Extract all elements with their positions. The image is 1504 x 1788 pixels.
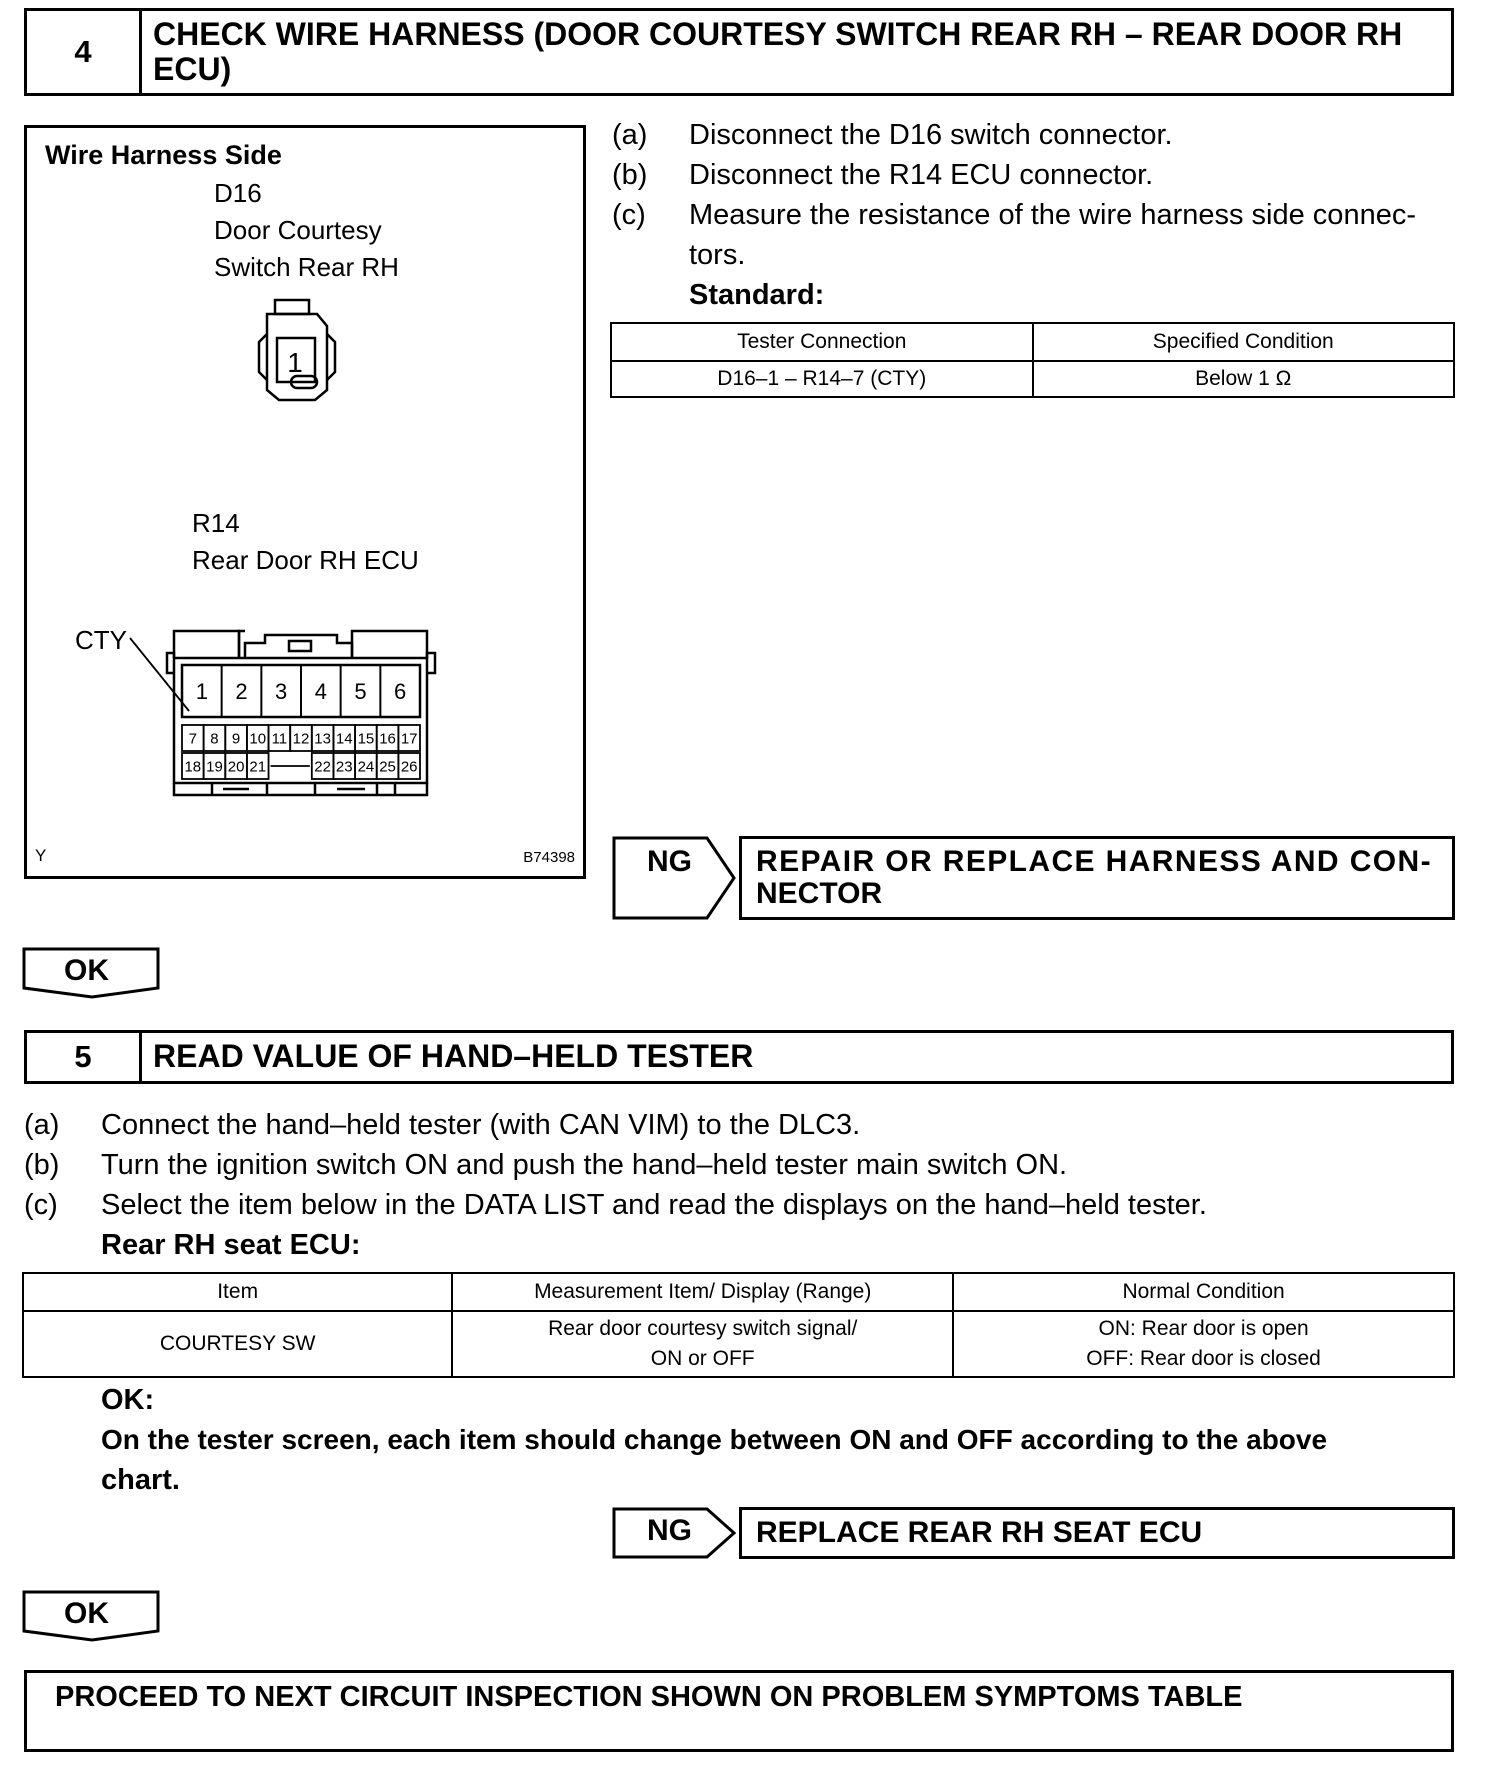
ng-result-1-line-2: NECTOR <box>756 877 883 910</box>
step-4-text-b: Disconnect the R14 ECU connector. <box>689 159 1154 191</box>
cty-label: CTY <box>75 625 127 655</box>
r14-pin-1: 1 <box>195 678 208 704</box>
d16-name-line-2: Switch Rear RH <box>214 252 399 282</box>
r14-pin-13: 13 <box>314 730 331 748</box>
step-5-data-table <box>22 1272 1455 1378</box>
table-cell: D16–1 – R14–7 (CTY) <box>611 361 1033 397</box>
r14-pin-20: 20 <box>227 758 245 776</box>
r14-name: Rear Door RH ECU <box>192 545 419 575</box>
measure-line-2: ON or OFF <box>650 1347 755 1370</box>
r14-pin-18: 18 <box>184 758 202 776</box>
step-5-ok-text-1: On the tester screen, each item should change between ON and OFF according to the above <box>101 1424 1328 1455</box>
normal-line-1: ON: Rear door is open <box>1098 1317 1309 1340</box>
r14-pin-26: 26 <box>400 758 418 776</box>
r14-pin-10: 10 <box>249 730 267 748</box>
step-4-number: 4 <box>27 11 142 93</box>
r14-pin-19: 19 <box>206 758 223 776</box>
ok-label-2: OK <box>64 1597 109 1630</box>
r14-pin-14: 14 <box>335 730 353 748</box>
step-4-text-a: Disconnect the D16 switch connector. <box>689 119 1173 151</box>
table-header: Normal Condition <box>953 1273 1454 1311</box>
table-cell: Below 1 Ω <box>1033 361 1455 397</box>
r14-connector-drawing <box>27 583 447 833</box>
step-5-title: READ VALUE OF HAND–HELD TESTER <box>153 1038 754 1074</box>
d16-pin-1: 1 <box>287 347 303 378</box>
step-5-subheading: Rear RH seat ECU: <box>101 1229 361 1261</box>
d16-name-line-1: Door Courtesy <box>214 215 382 245</box>
table-header: Tester Connection <box>611 323 1033 361</box>
ng-label-1: NG <box>647 845 692 878</box>
diagram-heading: Wire Harness Side <box>45 140 282 170</box>
step-4-text-c: Measure the resistance of the wire harness side connec- <box>689 199 1416 231</box>
ng-result-1 <box>739 836 1455 920</box>
r14-pin-23: 23 <box>335 758 353 776</box>
step-5-text-b: Turn the ignition switch ON and push the hand–held tester main switch ON. <box>101 1149 1068 1181</box>
step-5-marker-a: (a) <box>24 1109 60 1141</box>
measure-line-1: Rear door courtesy switch signal/ <box>548 1317 858 1340</box>
figure-id: B74398 <box>523 849 575 866</box>
final-instruction-text: PROCEED TO NEXT CIRCUIT INSPECTION SHOWN ON PROBLEM SYMPTOMS TABLE <box>55 1681 1243 1713</box>
ng-label-2: NG <box>647 1514 692 1547</box>
r14-pin-5: 5 <box>354 678 367 704</box>
table-header: Specified Condition <box>1033 323 1455 361</box>
wire-harness-diagram <box>24 125 586 879</box>
r14-pin-4: 4 <box>314 678 327 704</box>
step-4-title: CHECK WIRE HARNESS (DOOR COURTESY SWITCH REAR RH – REAR DOOR RH ECU) <box>153 16 1403 87</box>
r14-code: R14 <box>192 508 240 538</box>
step-5-number: 5 <box>27 1033 142 1081</box>
r14-pin-24: 24 <box>357 758 375 776</box>
r14-pin-12: 12 <box>292 730 310 748</box>
step-4-marker-c: (c) <box>612 199 646 231</box>
step-4-instruction-a <box>612 118 1173 152</box>
step-5-instruction-c <box>24 1188 1207 1222</box>
step-4-instruction-c <box>612 198 1416 232</box>
step-4-header <box>24 8 1454 96</box>
final-instruction-box <box>24 1670 1454 1752</box>
step-5-instruction-b <box>24 1148 1068 1182</box>
r14-pin-8: 8 <box>210 730 219 748</box>
step-5-marker-b: (b) <box>24 1149 60 1181</box>
ok-label-1: OK <box>64 954 109 987</box>
r14-pin-15: 15 <box>357 730 375 748</box>
step-4-marker-b: (b) <box>612 159 648 191</box>
step-4-standard-label: Standard: <box>689 279 825 311</box>
step-5-instruction-a <box>24 1108 861 1142</box>
r14-pin-25: 25 <box>379 758 396 776</box>
r14-pin-22: 22 <box>314 758 331 776</box>
step-4-instruction-c-cont: tors. <box>689 239 746 271</box>
step-5-header <box>24 1030 1454 1084</box>
r14-pin-3: 3 <box>275 678 288 704</box>
r14-pin-16: 16 <box>379 730 396 748</box>
corner-mark: Y <box>35 846 47 865</box>
ng-result-1-line-1: REPAIR OR REPLACE HARNESS AND CON- <box>756 845 1432 878</box>
r14-pin-6: 6 <box>394 678 407 704</box>
normal-line-2: OFF: Rear door is closed <box>1086 1347 1321 1370</box>
ng-result-2-text: REPLACE REAR RH SEAT ECU <box>756 1516 1203 1549</box>
table-header: Measurement Item/ Display (Range) <box>452 1273 953 1311</box>
step-5-text-a: Connect the hand–held tester (with CAN VIM) to the DLC3. <box>101 1109 861 1141</box>
r14-pin-7: 7 <box>188 730 197 748</box>
step-5-text-c: Select the item below in the DATA LIST and read the displays on the hand–held tester. <box>101 1189 1207 1221</box>
table-cell <box>953 1311 1454 1377</box>
r14-pin-2: 2 <box>235 678 248 704</box>
d16-code: D16 <box>214 178 262 208</box>
r14-pin-17: 17 <box>400 730 418 748</box>
table-cell: COURTESY SW <box>23 1311 452 1377</box>
table-cell <box>452 1311 953 1377</box>
step-5-ok-text-2: chart. <box>101 1464 180 1496</box>
step-5-ok-label: OK: <box>101 1384 155 1416</box>
table-header: Item <box>23 1273 452 1311</box>
step-4-marker-a: (a) <box>612 119 648 151</box>
ng-result-2 <box>739 1507 1455 1559</box>
r14-pin-11: 11 <box>271 730 288 748</box>
r14-pin-21: 21 <box>249 758 267 776</box>
step-4-instruction-b <box>612 158 1154 192</box>
d16-connector-drawing <box>247 298 347 413</box>
step-4-standard-table <box>610 322 1455 398</box>
step-5-marker-c: (c) <box>24 1189 58 1221</box>
r14-pin-9: 9 <box>231 730 241 748</box>
